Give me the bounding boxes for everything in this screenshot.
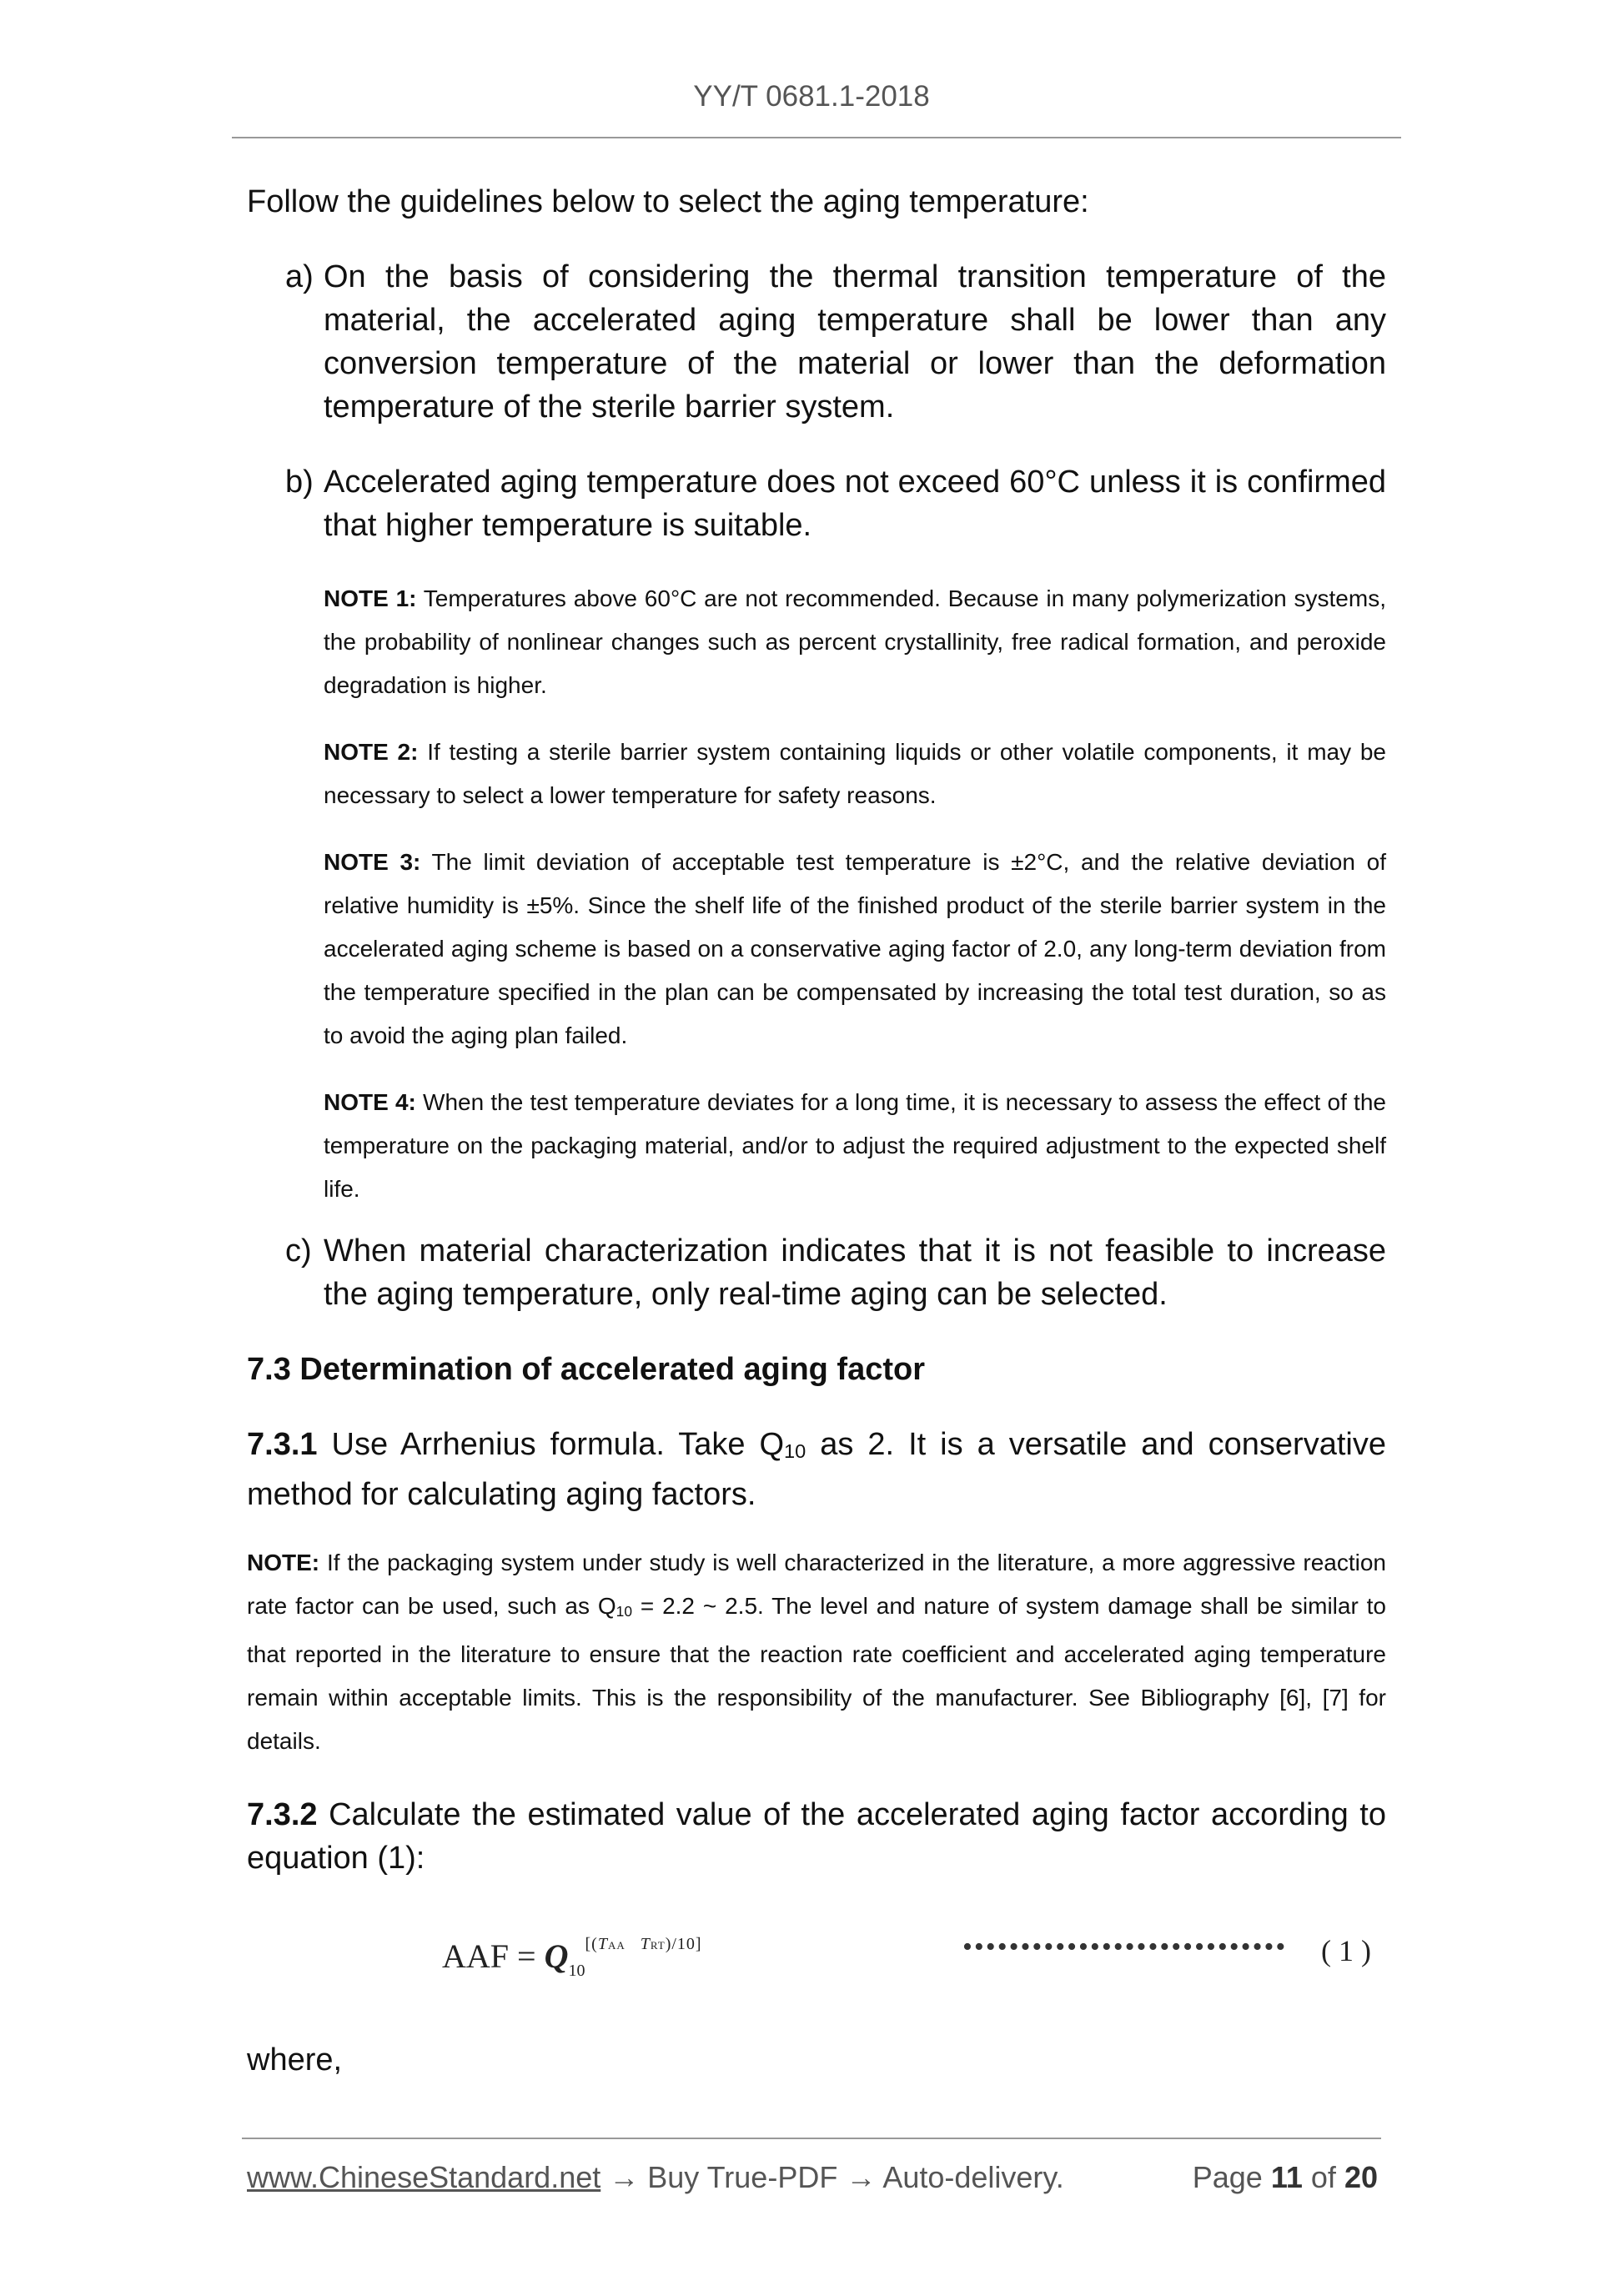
clause-text-7-3-1-b: as 2. It is a versatile and conservative method for calculating aging factors. (247, 1427, 1386, 1513)
note-4-text: When the test temperature deviates for a long time, it is necessary to assess the effect of the temperature on the packaging material, and/or to adjust the required adjustment to the expected shelf life. (324, 1089, 1386, 1202)
aaf-formula (442, 1935, 702, 1981)
paragraph-7-3-1 (247, 1423, 1386, 1516)
equation-number: ( 1 ) (1321, 1934, 1371, 1968)
section-title-7-3: 7.3 Determination of accelerated aging factor (247, 1352, 926, 1387)
note-7-3-1-text-a: If the packaging system under study is well characterized in the literature, a more aggressive reaction rate factor can be used, such as Q (247, 1550, 1386, 1620)
list-label-a: a) (285, 259, 314, 294)
formula-equals: = (517, 1937, 536, 1976)
exponent-close: )/10] (665, 1935, 702, 1954)
t-rt: T (640, 1935, 651, 1954)
where-label: where, (247, 2042, 343, 2078)
note-3-text: The limit deviation of acceptable test temperature is ±2°C, and the relative deviation of relative humidity is ±5%. Since the shelf life of the finished product of the sterile barrier system in the accelerated aging scheme is based on a conservative aging factor of 2.0, any long-term deviation from the temperature specified in the plan can be compensated by increasing the total test duration, so as to avoid the aging plan failed. (324, 849, 1386, 1048)
note-3-label: NOTE 3: (324, 849, 421, 875)
list-label-c: c) (285, 1233, 312, 1269)
note-4 (324, 1081, 1386, 1211)
footer-divider (242, 2138, 1381, 2139)
note-q10-subscript: 10 (616, 1603, 632, 1620)
list-label-b: b) (285, 465, 314, 500)
note-7-3-1-text-b: = 2.2 ~ 2.5. The level and nature of system damage shall be similar to that reported in the literature to ensure that the reaction rate coefficient and accelerated aging temperature remain within acceptable limits. This is the responsibility of the manufacturer. See Bibliography [6], [7] for details. (247, 1593, 1387, 1755)
list-item-a (247, 255, 1386, 429)
clause-text-7-3-2: Calculate the estimated value of the accelerated aging factor according to equation (1): (247, 1797, 1386, 1876)
formula-lhs: AAF (442, 1937, 510, 1976)
clause-number-7-3-1: 7.3.1 (247, 1427, 318, 1462)
note-7-3-1 (247, 1541, 1386, 1763)
clause-number-7-3-2: 7.3.2 (247, 1797, 318, 1833)
formula-base-subscript: 10 (568, 1962, 585, 1981)
formula-base: Q (544, 1937, 569, 1976)
t-rt-subscript: RT (650, 1939, 666, 1952)
document-id-header: YY/T 0681.1-2018 (693, 80, 930, 113)
note-2-text: If testing a sterile barrier system containing liquids or other volatile components, it may be necessary to select a lower temperature for safety reasons. (324, 739, 1386, 808)
page-total: 20 (1344, 2160, 1378, 2194)
note-1 (324, 577, 1386, 707)
t-aa-subscript: AA (607, 1939, 626, 1952)
note-7-3-1-label: NOTE: (247, 1550, 320, 1576)
formula-exponent (585, 1935, 701, 1953)
exponent-open: [( (585, 1935, 598, 1954)
list-text-c: When material characterization indicates that it is not feasible to increase the aging temperature, only real-time aging can be selected. (324, 1233, 1386, 1312)
equation-leader-dots: •••••••••••••••••••••••••••• (962, 1932, 1288, 1963)
note-4-label: NOTE 4: (324, 1089, 416, 1115)
list-text-a: On the basis of considering the thermal transition temperature of the material, the accelerated aging temperature shall be lower than any conversion temperature of the material or lower than the deformation temperature of the sterile barrier system. (324, 259, 1386, 425)
page-word: Page (1192, 2160, 1263, 2194)
footer-tagline: → Buy True-PDF → Auto-delivery. (600, 2160, 1064, 2194)
paragraph-7-3-2 (247, 1793, 1386, 1880)
equation-1 (247, 1913, 1386, 2005)
q10-subscript: 10 (784, 1440, 806, 1463)
of-word: of (1310, 2160, 1336, 2194)
page-indicator (1193, 2160, 1378, 2195)
page-content (247, 167, 1386, 2082)
list-text-b: Accelerated aging temperature does not exceed 60°C unless it is confirmed that higher temperature is suitable. (324, 465, 1386, 543)
section-heading-7-3 (247, 1348, 1386, 1391)
page-number: 11 (1270, 2160, 1303, 2194)
note-1-label: NOTE 1: (324, 585, 417, 611)
website-link[interactable]: www.ChineseStandard.net (247, 2160, 601, 2194)
intro-paragraph: Follow the guidelines below to select the aging temperature: (247, 184, 1089, 219)
note-2 (324, 731, 1386, 817)
list-item-c (247, 1229, 1386, 1316)
t-aa: T (597, 1935, 608, 1954)
note-1-text: Temperatures above 60°C are not recommended. Because in many polymerization systems, the probability of nonlinear changes such as percent crystallinity, free radical formation, and peroxide degradation is higher. (324, 585, 1386, 698)
note-2-label: NOTE 2: (324, 739, 419, 765)
page-footer (247, 2160, 1386, 2195)
header-divider (232, 137, 1401, 138)
note-3 (324, 841, 1386, 1058)
clause-text-7-3-1-a: Use Arrhenius formula. Take Q (331, 1427, 785, 1462)
list-item-b (247, 460, 1386, 547)
